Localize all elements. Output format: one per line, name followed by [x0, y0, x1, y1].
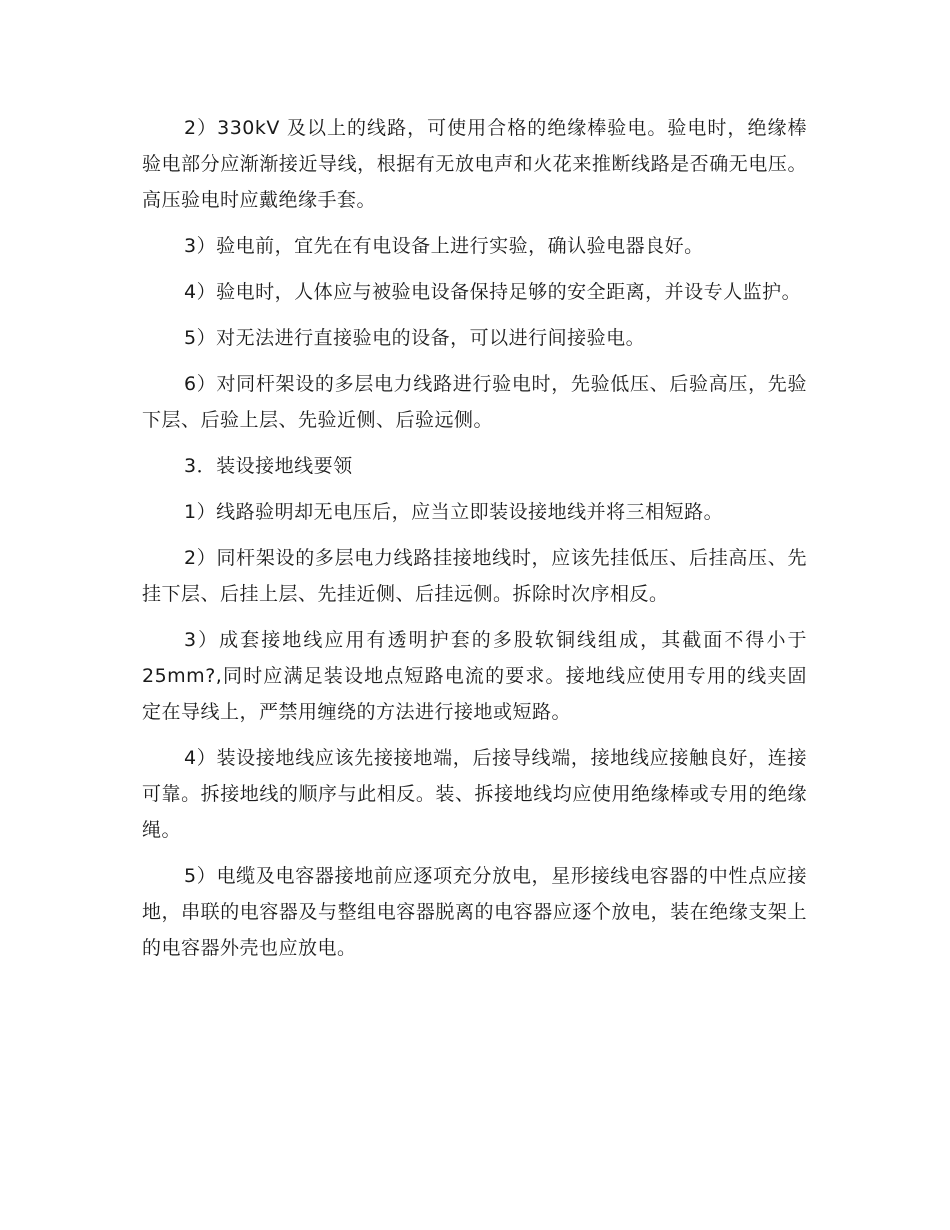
paragraph-pre-test: 3）验电前，宜先在有电设备上进行实验，确认验电器良好。	[184, 235, 704, 257]
paragraph-ground-order: 4）装设接地线应该先接接地端，后接导线端，接地线应接触良好，连接可靠。拆接地线的顺序与此相反。装、拆接地线均应使用绝缘棒或专用的绝缘绳。	[142, 747, 807, 841]
paragraph-ground-immediately: 1）线路验明却无电压后，应当立即装设接地线并将三相短路。	[184, 501, 724, 523]
paragraph-safety-distance: 4）验电时，人体应与被验电设备保持足够的安全距离，并设专人监护。	[184, 281, 802, 303]
document-body	[142, 110, 807, 976]
paragraph-indirect-test: 5）对无法进行直接验电的设备，可以进行间接验电。	[184, 327, 646, 349]
paragraph-multilayer-test: 6）对同杆架设的多层电力线路进行验电时，先验低压、后验高压，先验下层、后验上层、先验近侧、后验远侧。	[142, 373, 807, 431]
paragraph-capacitor-discharge: 5）电缆及电容器接地前应逐项充分放电，星形接线电容器的中性点应接地，串联的电容器及与整组电容器脱离的电容器应逐个放电，装在绝缘支架上的电容器外壳也应放电。	[142, 865, 807, 959]
paragraph-multilayer-ground: 2）同杆架设的多层电力线路挂接地线时，应该先挂低压、后挂高压、先挂下层、后挂上层、先挂近侧、后挂远侧。拆除时次序相反。	[142, 547, 807, 605]
section-heading-grounding: 3．装设接地线要领	[184, 455, 353, 477]
paragraph-330kv-test: 2）330kV 及以上的线路，可使用合格的绝缘棒验电。验电时，绝缘棒验电部分应渐渐接近导线，根据有无放电声和火花来推断线路是否确无电压。高压验电时应戴绝缘手套。	[142, 117, 807, 211]
paragraph-ground-wire-spec: 3）成套接地线应用有透明护套的多股软铜线组成，其截面不得小于 25mm?,同时应满足装设地点短路电流的要求。接地线应使用专用的线夹固定在导线上，严禁用缠绕的方法进行接地或短路。	[142, 629, 807, 723]
